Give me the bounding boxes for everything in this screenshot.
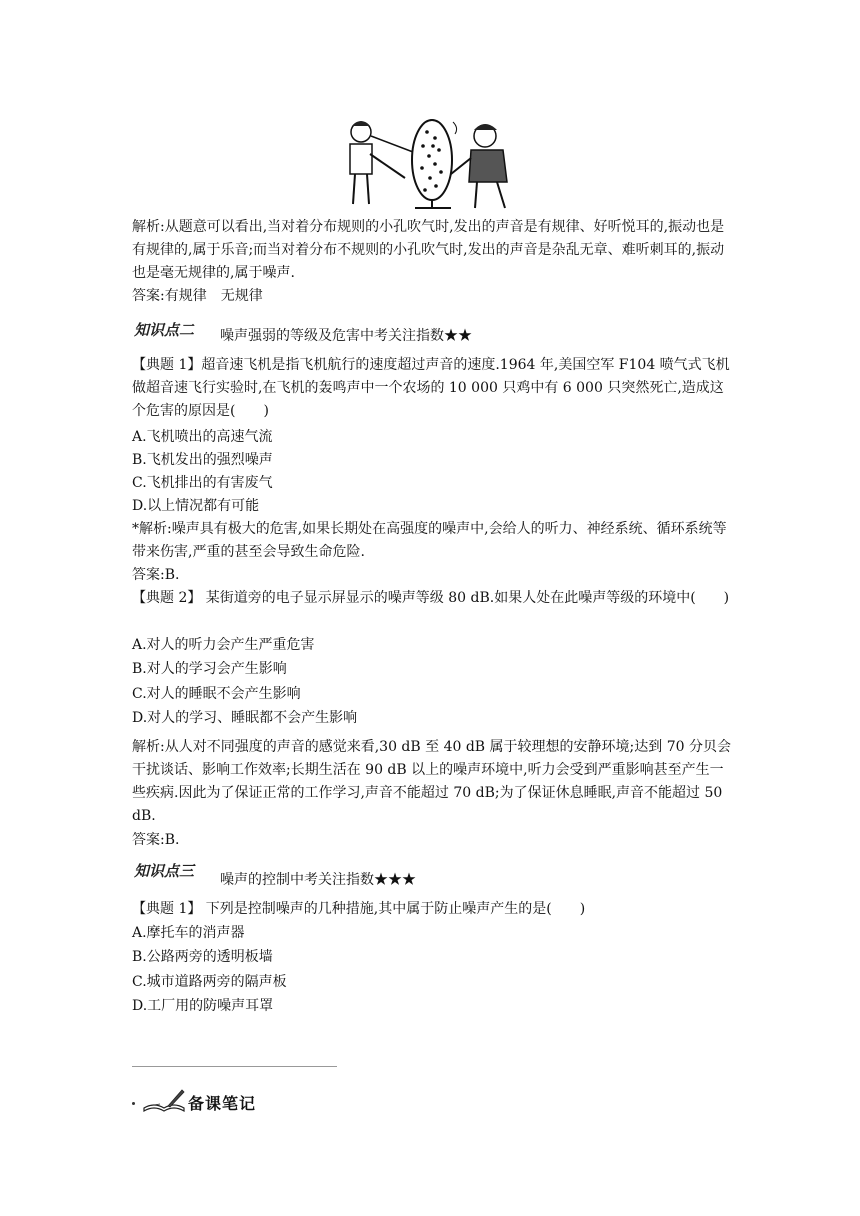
option-a: A.对人的听力会产生严重危害 (132, 637, 315, 653)
option-b: B.公路两旁的透明板墙 (132, 949, 273, 965)
kp2-ex1-analysis: *解析:噪声具有极大的危害,如果长期处在高强度的噪声中,会给人的听力、神经系统、循环系统等带来伤害,严重的甚至会导致生命危险. (132, 521, 727, 560)
option-d: D.工厂用的防噪声耳罩 (132, 998, 274, 1014)
kp3-ex1-question: 【典题 1】 下列是控制噪声的几种措施,其中属于防止噪声产生的是( ) (132, 901, 586, 917)
option-a: A.飞机喷出的高速气流 (132, 429, 273, 445)
intro-answer: 答案:有规律 无规律 (132, 288, 263, 304)
siren-disc-illustration (335, 112, 525, 212)
kp2-ex2-analysis: 解析:从人对不同强度的声音的感觉来看,30 dB 至 40 dB 属于较理想的安静环境;达到 70 分贝会干扰谈话、影响工作效率;长期生活在 90 dB 以上的噪声环境中,听力会受到严重影响甚至产生一些疾病.因此为了保证正常的工作学习,声音不能超过 70 dB;为了保证休息睡眠,声音不能超过 50 dB. (132, 739, 731, 824)
svg-text:知识点二: 知识点二 (134, 321, 195, 339)
option-b: B.飞机发出的强烈噪声 (132, 452, 273, 468)
option-d: D.以上情况都有可能 (132, 498, 260, 514)
svg-text:知识点三: 知识点三 (134, 862, 195, 880)
kp2-ex2-answer: 答案:B. (132, 832, 180, 848)
kp2-ex1-question: 【典题 1】超音速飞机是指飞机航行的速度超过声音的速度.1964 年,美国空军 F104 喷气式飞机做超音速飞行实验时,在飞机的轰鸣声中一个农场的 10 000 只鸡中有 6 000 只突然死亡,造成这个危害的原因是( ) (132, 357, 730, 419)
option-c: C.城市道路两旁的隔声板 (132, 974, 287, 990)
kp2-ex2-question: 【典题 2】 某街道旁的电子显示屏显示的噪声等级 80 dB.如果人处在此噪声等级的环境中( ) (132, 590, 730, 606)
kp2-ex1-answer: 答案:B. (132, 567, 180, 583)
knowledge-point-title: 噪声强弱的等级及危害中考关注指数★★ (220, 328, 472, 344)
footer-divider (132, 1066, 337, 1067)
lesson-notes-label: 备课笔记 (188, 1094, 257, 1113)
knowledge-point-badge-icon (132, 857, 206, 883)
option-c: C.对人的睡眠不会产生影响 (132, 686, 301, 702)
bullet-dot (132, 1102, 135, 1105)
option-d: D.对人的学习、睡眠都不会产生影响 (132, 710, 358, 726)
option-c: C.飞机排出的有害废气 (132, 475, 273, 491)
knowledge-point-badge-icon (132, 316, 206, 342)
option-b: B.对人的学习会产生影响 (132, 661, 287, 677)
intro-analysis: 解析:从题意可以看出,当对着分布规则的小孔吹气时,发出的声音是有规律、好听悦耳的,振动也是有规律的,属于乐音;而当对着分布不规则的小孔吹气时,发出的声音是杂乱无章、难听刺耳的,振动也是毫无规律的,属于噪声. (132, 219, 725, 281)
book-quill-icon (142, 1088, 186, 1114)
knowledge-point-title: 噪声的控制中考关注指数★★★ (220, 872, 416, 888)
option-a: A.摩托车的消声器 (132, 925, 245, 941)
